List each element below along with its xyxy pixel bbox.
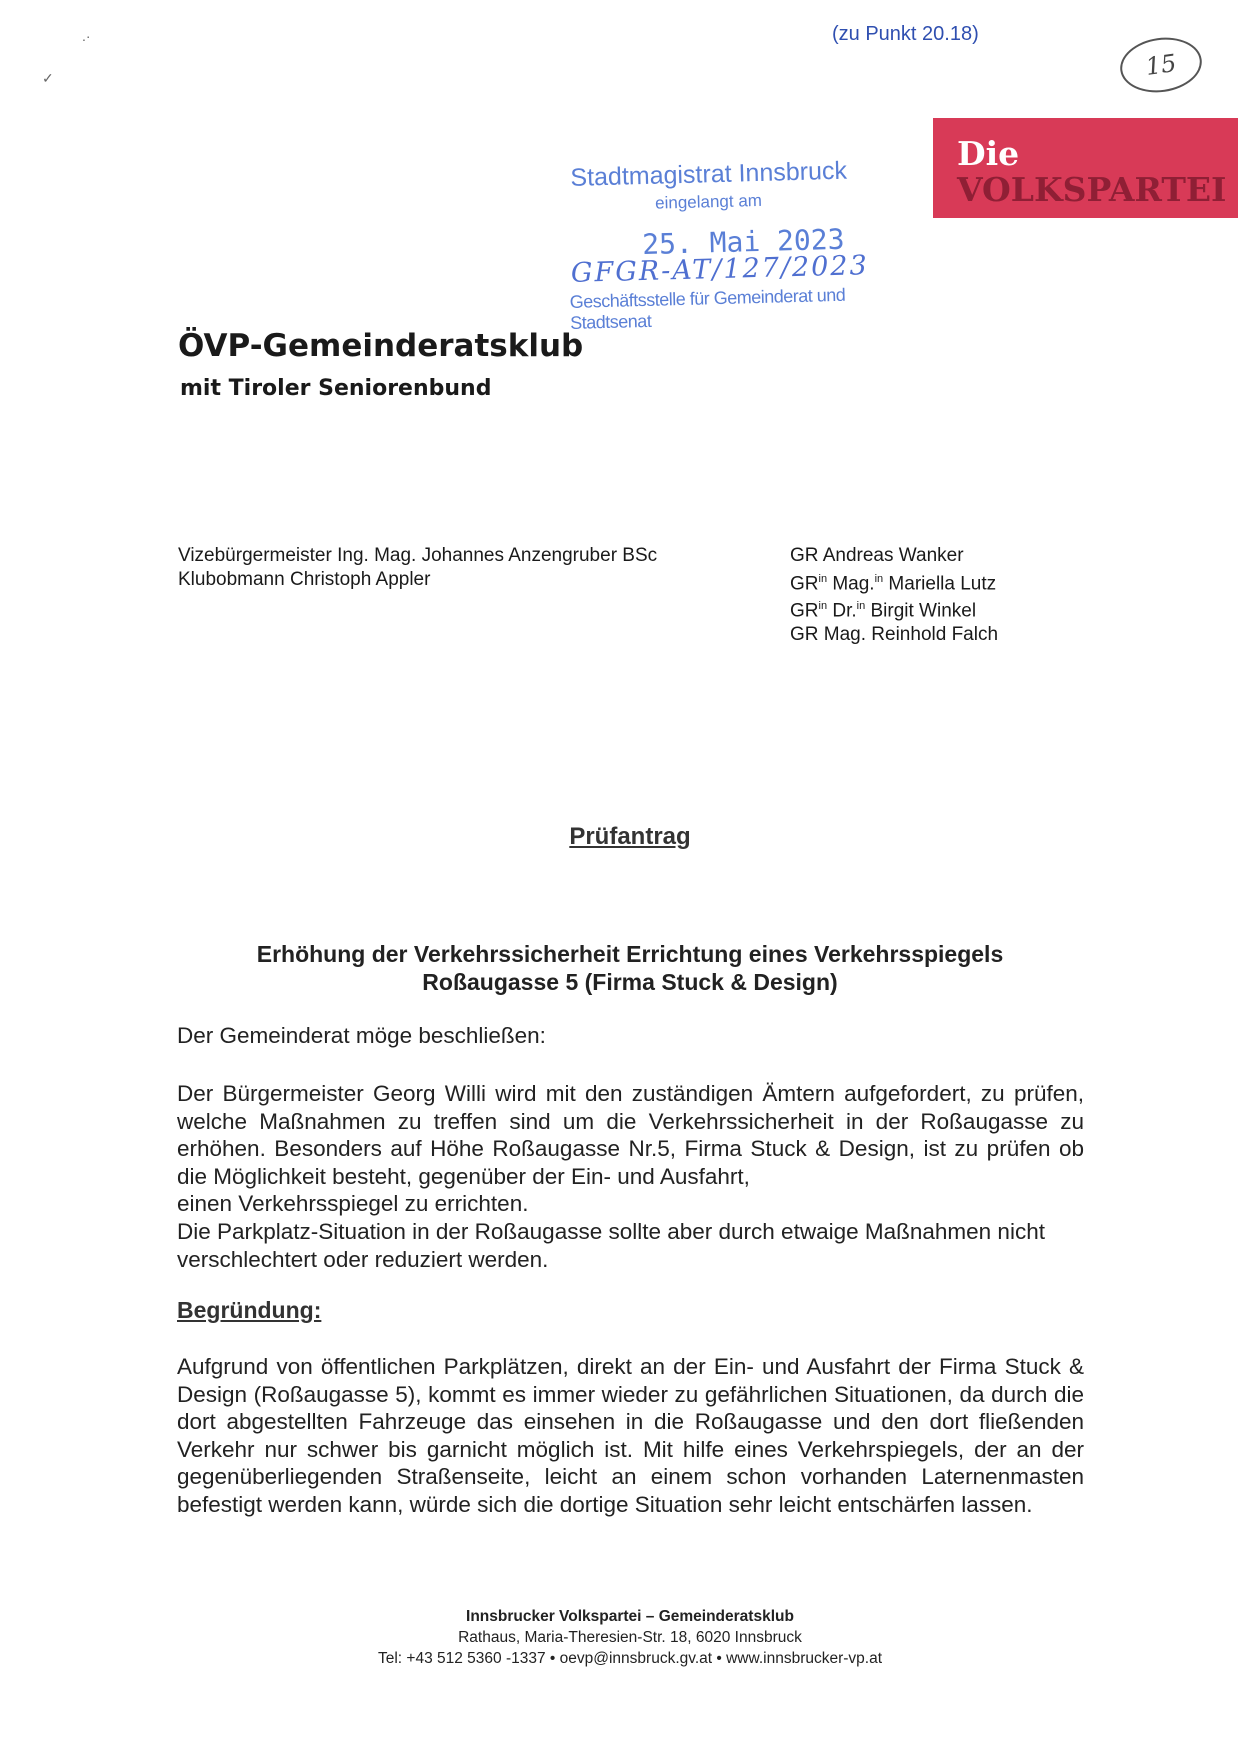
subject-line: Erhöhung der Verkehrssicherheit Errichtung eines Verkehrsspiegels — [256, 941, 1004, 967]
motion-parking-note: Die Parkplatz-Situation in der Roßaugasse sollte aber durch etwaige Maßnahmen nicht verschlechtert oder reduziert werden. — [177, 1219, 1045, 1272]
signer-title: GR — [790, 572, 819, 594]
footer-org: Innsbrucker Volkspartei – Gemeinderatsklub — [466, 1608, 794, 1625]
stamp-office: Stadtmagistrat Innsbruck — [570, 156, 848, 192]
motion-request — [177, 1080, 1084, 1218]
signer: GR Mag. Reinhold Falch — [790, 624, 999, 646]
motion-title: Prüfantrag — [569, 823, 691, 850]
signer: Klubobmann Christoph Appler — [178, 568, 431, 590]
signer-suffix: in — [856, 600, 866, 613]
subject-line: Roßaugasse 5 (Firma Stuck & Design) — [422, 969, 838, 995]
signer-name: Mariella Lutz — [883, 572, 997, 594]
signer: Vizebürgermeister Ing. Mag. Johannes Anzengruber BSc — [178, 545, 658, 566]
handwritten-page-number: 15 — [1117, 33, 1206, 98]
signer: GR Andreas Wanker — [790, 545, 964, 566]
signer — [790, 595, 998, 623]
signer-title: GR — [790, 600, 819, 622]
club-name: ÖVP-Gemeinderatsklub — [178, 328, 584, 364]
signer — [790, 568, 998, 596]
signer-suffix: in — [818, 572, 828, 585]
reason-text: Aufgrund von öffentlichen Parkplätzen, direkt an der Ein- und Ausfahrt der Firma Stuck & Design (Roßaugasse 5), kommt es immer wieder zu gefährlichen Situationen, da durch die dort abgestellten Fahrzeuge das einsehen in die Roßaugasse und den dort fließenden Verkehr nur schwer bis garnicht möglich ist. Mit hilfe eines Verkehrspiegels, der an der gegenüberliegenden Straßenseite, leicht an einem schon vorhanden Laternenmasten befestigt werden kann, würde sich die dortige Situation sehr leicht entschärfen lassen. — [177, 1354, 1084, 1517]
received-stamp — [558, 146, 882, 333]
stamp-received-label: eingelangt am — [654, 190, 763, 213]
footer — [0, 1606, 1240, 1669]
signer-degree: Dr. — [827, 600, 857, 622]
motion-subject — [0, 940, 1240, 996]
stamp-date: 25. Mai 2023 — [641, 222, 845, 262]
logo-line1: Die — [957, 134, 1020, 173]
reason-heading: Begründung: — [177, 1297, 322, 1323]
signers-right — [790, 544, 998, 647]
agenda-reference: (zu Punkt 20.18) — [832, 23, 979, 45]
request-end: einen Verkehrsspiegel zu errichten. — [177, 1191, 529, 1216]
scan-mark: .· — [82, 28, 91, 44]
footer-address: Rathaus, Maria-Theresien-Str. 18, 6020 Innsbruck — [458, 1629, 802, 1646]
check-mark-icon: ✓ — [42, 70, 54, 86]
signers-left — [178, 544, 657, 591]
signer-degree: Mag. — [827, 572, 875, 594]
footer-contact: Tel: +43 512 5360 -1337 • oevp@innsbruck.gv.at • www.innsbrucker-vp.at — [377, 1650, 883, 1667]
stamp-file-number: GFGR-AT/127/2023 — [570, 250, 870, 289]
signer-suffix: in — [874, 572, 884, 585]
volkspartei-logo — [933, 118, 1238, 218]
logo-line2: VOLKSPARTEI — [957, 170, 1227, 209]
club-subtitle: mit Tiroler Seniorenbund — [180, 376, 492, 401]
motion-intro: Der Gemeinderat möge beschließen: — [177, 1023, 546, 1048]
signer-suffix: in — [818, 600, 828, 613]
stamp-department: Geschäftsstelle für Gemeinderat und Stadtsenat — [569, 284, 846, 333]
signer-name: Birgit Winkel — [865, 600, 977, 622]
request-text: Der Bürgermeister Georg Willi wird mit den zuständigen Ämtern aufgefordert, zu prüfen, welche Maßnahmen zu treffen sind um die Verkehrssicherheit in der Roßaugasse zu erhöhen. Besonders auf Höhe Roßaugasse Nr.5, Firma Stuck & Design, ist zu prüfen ob die Möglichkeit besteht, gegenüber der Ein- und Ausfahrt, — [177, 1081, 1084, 1189]
